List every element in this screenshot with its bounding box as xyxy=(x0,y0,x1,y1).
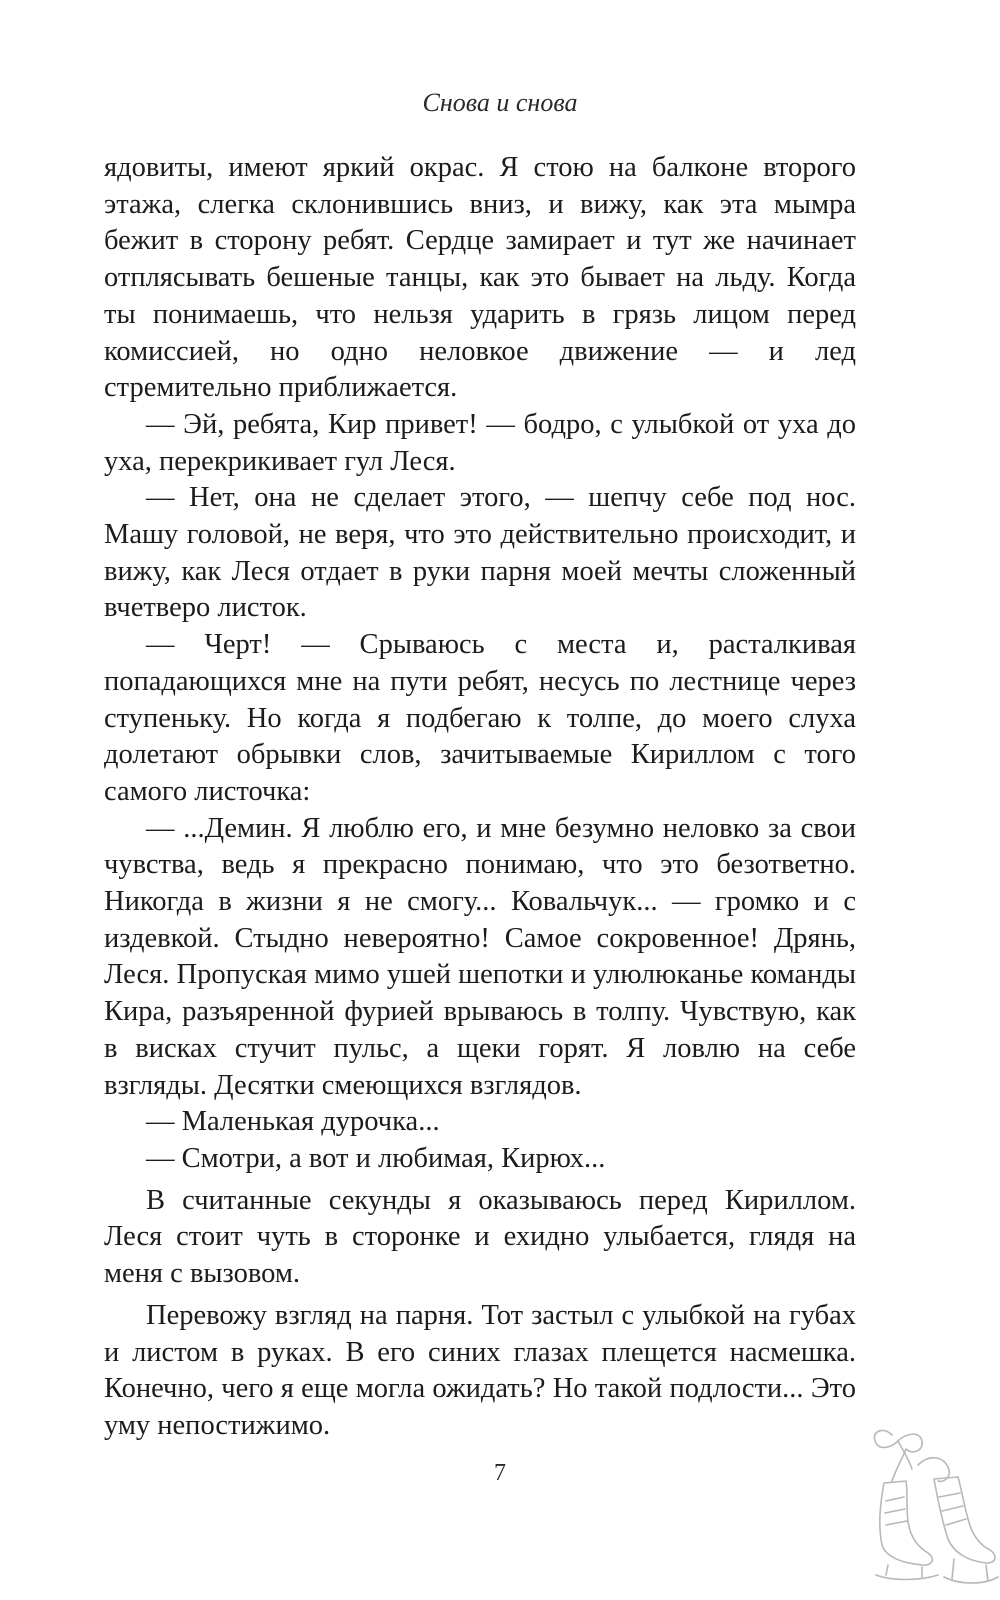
paragraph: — Нет, она не сделает этого, — шепчу себе под нос. Машу головой, не веря, что это действительно происходит, и вижу, как Леся отдает в руки парня моей мечты сложенный вчетверо листок. xyxy=(104,482,856,624)
body-text xyxy=(104,150,856,1445)
paragraph: — Черт! — Срываюсь с места и, расталкивая попадающихся мне на пути ребят, несусь по лестнице через ступеньку. Но когда я подбегаю к толпе, до моего слуха долетают обрывки слов, зачитываемые Кириллом с того самого листочка: xyxy=(104,629,856,807)
paragraph: ядовиты, имеют яркий окрас. Я стою на балконе второго этажа, слегка склонившись вниз, и вижу, как эта мымра бежит в сторону ребят. Сердце замирает и тут же начинает отплясывать бешеные танцы, как это бывает на льду. Когда ты понимаешь, что нельзя ударить в грязь лицом перед комиссией, но одно неловкое движение — и лед стремительно приближается. xyxy=(104,152,856,404)
running-title: Снова и снова xyxy=(422,88,578,117)
ice-skates-icon xyxy=(862,1425,1000,1600)
paragraph: Перевожу взгляд на парня. Тот застыл с улыбкой на губах и листом в руках. В его синих глазах плещется насмешка. Конечно, чего я еще могла ожидать? Но такой подлости... Это уму непостижимо. xyxy=(104,1299,856,1441)
paragraph: — Маленькая дурочка... xyxy=(146,1106,440,1138)
paragraph: В считанные секунды я оказываюсь перед Кириллом. Леся стоит чуть в сторонке и ехидно улыбается, глядя на меня с вызовом. xyxy=(104,1184,856,1290)
paragraph: — Эй, ребята, Кир привет! — бодро, с улыбкой от уха до уха, перекрикивает гул Леся. xyxy=(104,408,856,477)
paragraph: — ...Демин. Я люблю его, и мне безумно неловко за свои чувства, ведь я прекрасно понимаю, что это безответно. Никогда в жизни я не смогу... Ковальчук... — громко и с издевкой. Стыдно невероятно! Самое сокровенное! Дрянь, Леся. Пропуская мимо ушей шепотки и улюлюканье команды Кира, разъяренной фурией врываюсь в толпу. Чувствую, как в висках стучит пульс, а щеки горят. Я ловлю на себе взгляды. Десятки смеющихся взглядов. xyxy=(104,812,856,1101)
page-number: 7 xyxy=(494,1460,506,1486)
paragraph: — Смотри, а вот и любимая, Кирюх... xyxy=(146,1142,606,1174)
